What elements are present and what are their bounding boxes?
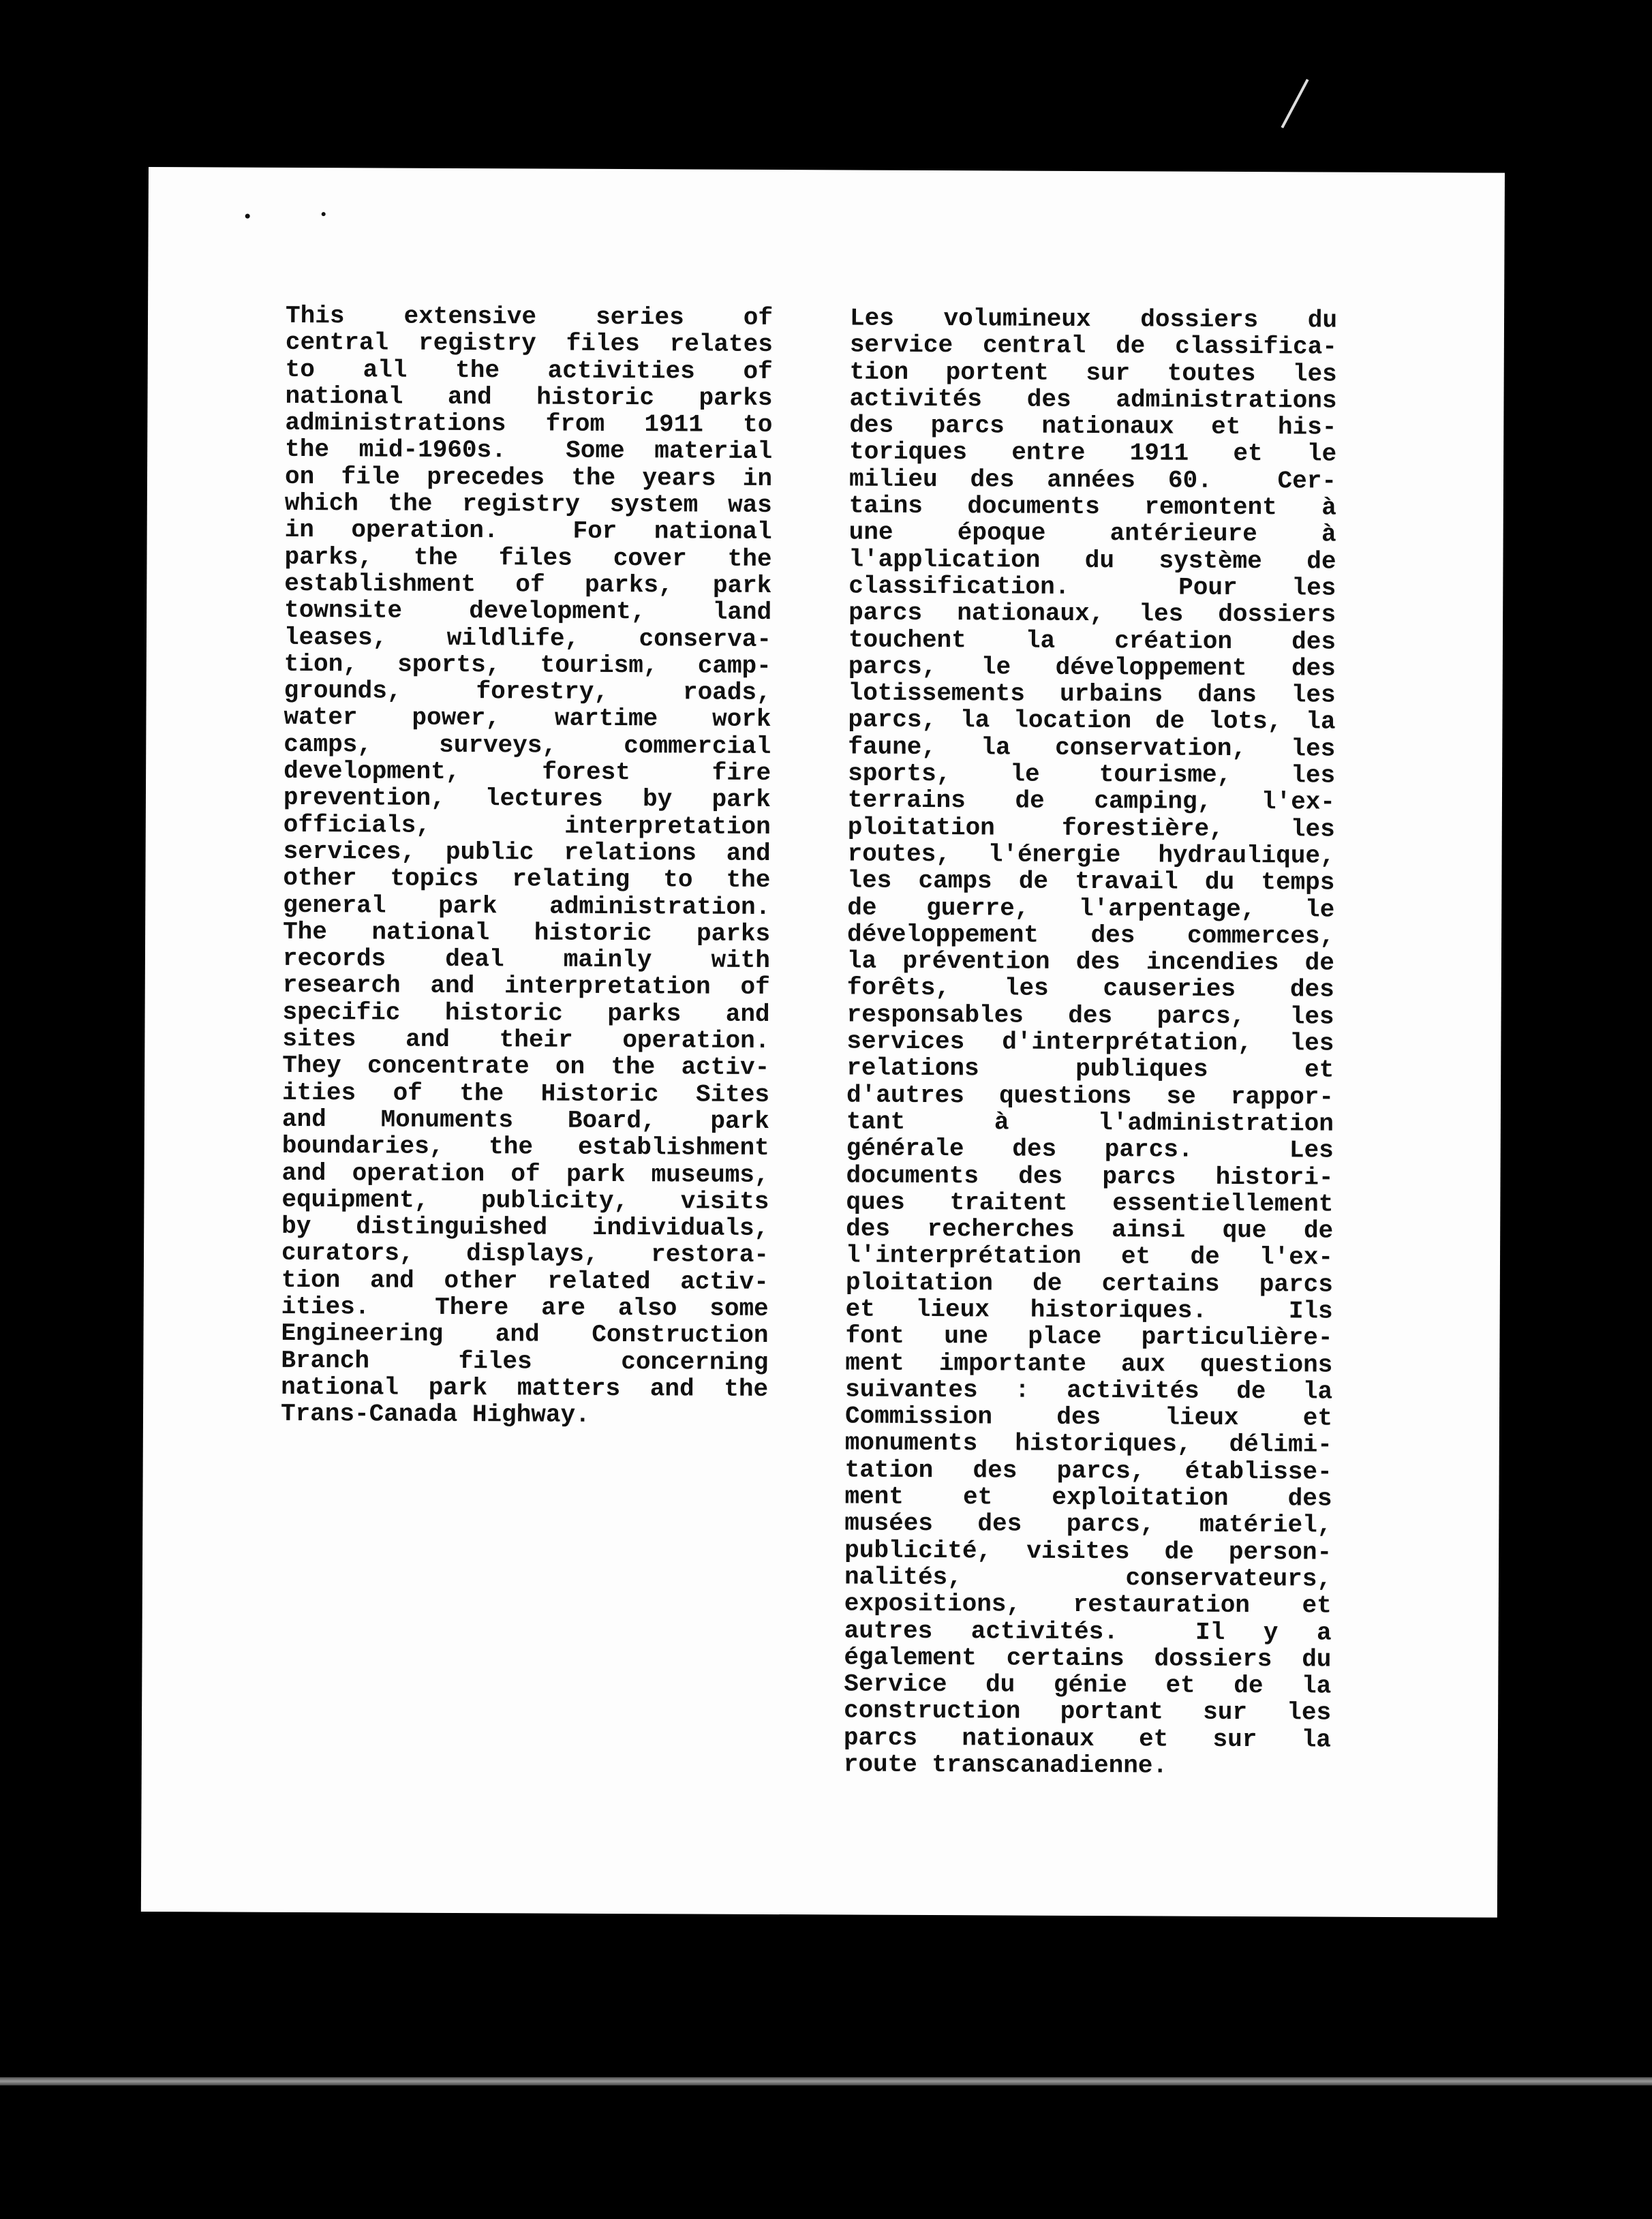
french-text-line: ploitation de certains parcs bbox=[845, 1268, 1333, 1299]
french-text-line: Service du génie et de la bbox=[844, 1670, 1332, 1700]
english-text-line: Branch files concerning bbox=[281, 1346, 769, 1377]
french-text-line: milieu des années 60. Cer- bbox=[848, 465, 1337, 495]
english-text-line: on file precedes the years in bbox=[284, 462, 773, 493]
french-text-line: expositions, restauration et bbox=[844, 1589, 1332, 1620]
french-text-line: suivantes : activités de la bbox=[845, 1375, 1333, 1406]
french-text-line: Commission des lieux et bbox=[844, 1402, 1333, 1433]
french-text-line: route transcanadienne. bbox=[843, 1750, 1168, 1780]
english-text-line: national park matters and the bbox=[281, 1373, 769, 1403]
french-text-line: l'application du système de bbox=[848, 545, 1336, 576]
english-text-line: records deal mainly with bbox=[282, 944, 771, 975]
french-text-line: parcs nationaux, les dossiers bbox=[848, 598, 1336, 629]
french-text-line: relations publiques et bbox=[846, 1054, 1334, 1084]
english-text-line: parks, the files cover the bbox=[284, 542, 772, 573]
english-text-line: grounds, forestry, roads, bbox=[284, 677, 771, 707]
french-text-line: ment importante aux questions bbox=[845, 1349, 1333, 1379]
french-text-line: ment et exploitation des bbox=[844, 1482, 1332, 1513]
french-text-line: toriques entre 1911 et le bbox=[849, 438, 1337, 469]
english-text-line: Engineering and Construction bbox=[281, 1319, 769, 1350]
english-text-line: They concentrate on the activ- bbox=[282, 1052, 770, 1082]
french-text-line: construction portant sur les bbox=[844, 1696, 1332, 1728]
french-text-line: parcs, le développement des bbox=[848, 652, 1336, 683]
english-text-line: curators, displays, restora- bbox=[281, 1239, 769, 1270]
french-text-line: monuments historiques, délimi- bbox=[844, 1428, 1332, 1460]
english-text-line: establishment of parks, park bbox=[284, 569, 772, 600]
french-text-line: autres activités. Il y a bbox=[844, 1617, 1332, 1647]
english-text-line: This extensive series of bbox=[285, 301, 774, 332]
english-text-line: boundaries, the establishment bbox=[281, 1132, 769, 1163]
french-text-line: ques traitent essentiellement bbox=[846, 1188, 1334, 1219]
english-text-line: specific historic parks and bbox=[282, 998, 770, 1028]
english-text-line: tion and other related activ- bbox=[281, 1266, 769, 1296]
french-text-line: une époque antérieure à bbox=[848, 518, 1336, 549]
english-text-line: ities of the Historic Sites bbox=[281, 1078, 770, 1109]
french-text-line: Les volumineux dossiers du bbox=[849, 304, 1338, 335]
french-text-line: tation des parcs, établisse- bbox=[844, 1456, 1332, 1486]
paper-speck bbox=[322, 212, 326, 216]
french-text-line: terrains de camping, l'ex- bbox=[847, 786, 1336, 816]
english-text-line: to all the activities of bbox=[285, 355, 773, 386]
english-text-line: by distinguished individuals, bbox=[281, 1212, 769, 1243]
french-text-line: responsables des parcs, les bbox=[846, 1000, 1334, 1031]
french-text-line: routes, l'énergie hydraulique, bbox=[847, 840, 1335, 870]
english-text-line: ities. There are also some bbox=[281, 1292, 769, 1323]
english-text-line: which the registry system was bbox=[284, 489, 772, 520]
french-text-line: faune, la conservation, les bbox=[848, 733, 1336, 763]
english-text-line: administrations from 1911 to bbox=[285, 409, 773, 440]
french-text-line: les camps de travail du temps bbox=[847, 866, 1335, 897]
french-text-line: également certains dossiers du bbox=[844, 1643, 1332, 1674]
english-text-line: and Monuments Board, park bbox=[281, 1105, 769, 1135]
english-text-line: the mid-1960s. Some material bbox=[285, 435, 773, 466]
french-text-line: développement des commerces, bbox=[847, 920, 1335, 951]
english-text-line: and operation of park museums, bbox=[281, 1159, 769, 1189]
english-text-line: water power, wartime work bbox=[284, 703, 771, 734]
french-text-line: parcs, la location de lots, la bbox=[848, 705, 1336, 737]
french-text-line: publicité, visites de person- bbox=[844, 1536, 1332, 1567]
english-text-line: sites and their operation. bbox=[282, 1024, 770, 1056]
french-text-line: activités des administrations bbox=[849, 384, 1337, 415]
english-text-line: tion, sports, tourism, camp- bbox=[284, 649, 771, 680]
document-page bbox=[141, 167, 1505, 1918]
scan-bottom-edge bbox=[0, 2077, 1652, 2085]
french-text-line: touchent la création des bbox=[848, 626, 1336, 656]
french-text-line: la prévention des incendies de bbox=[846, 947, 1335, 977]
french-text-line: forêts, les causeries des bbox=[846, 973, 1334, 1005]
french-text-line: parcs nationaux et sur la bbox=[843, 1724, 1332, 1754]
french-text-line: de guerre, l'arpentage, le bbox=[847, 893, 1335, 924]
english-text-line: townsite development, land bbox=[284, 596, 772, 627]
french-text-line: nalités, conservateurs, bbox=[844, 1563, 1332, 1593]
french-text-line: l'interprétation et de l'ex- bbox=[845, 1241, 1334, 1272]
english-text-line: services, public relations and bbox=[283, 837, 771, 868]
french-text-line: sports, le tourisme, les bbox=[848, 759, 1336, 790]
english-text-line: officials, interpretation bbox=[283, 810, 771, 841]
french-text-line: font une place particulière- bbox=[845, 1321, 1333, 1352]
french-text-line: des recherches ainsi que de bbox=[846, 1214, 1334, 1245]
paper-speck bbox=[245, 214, 250, 219]
french-text-line: service central de classifica- bbox=[849, 331, 1337, 361]
french-text-column bbox=[844, 305, 1337, 1779]
english-text-column bbox=[281, 303, 773, 1430]
english-text-line: other topics relating to the bbox=[283, 864, 771, 895]
french-text-line: tant à l'administration bbox=[846, 1107, 1334, 1138]
english-text-line: development, forest fire bbox=[284, 756, 771, 788]
english-text-line: The national historic parks bbox=[283, 917, 771, 948]
english-text-line: prevention, lectures by park bbox=[283, 784, 771, 814]
french-text-line: musées des parcs, matériel, bbox=[844, 1509, 1332, 1540]
french-text-line: d'autres questions se rappor- bbox=[846, 1081, 1334, 1112]
french-text-line: classification. Pour les bbox=[848, 572, 1336, 602]
french-text-line: tains documents remontent à bbox=[848, 491, 1336, 522]
english-text-line: national and historic parks bbox=[285, 382, 773, 412]
english-text-line: camps, surveys, commercial bbox=[284, 730, 771, 761]
french-text-line: ploitation forestière, les bbox=[847, 813, 1335, 844]
french-text-line: des parcs nationaux et his- bbox=[849, 411, 1337, 442]
french-text-line: lotissements urbains dans les bbox=[848, 679, 1336, 709]
english-text-line: Trans-Canada Highway. bbox=[280, 1400, 590, 1430]
english-text-line: leases, wildlife, conserva- bbox=[284, 623, 772, 654]
english-text-line: research and interpretation of bbox=[282, 971, 770, 1002]
french-text-line: générale des parcs. Les bbox=[846, 1134, 1334, 1165]
english-text-line: in operation. For national bbox=[284, 516, 772, 547]
french-text-line: et lieux historiques. Ils bbox=[845, 1295, 1333, 1326]
english-text-line: central registry files relates bbox=[285, 328, 773, 359]
english-text-line: equipment, publicity, visits bbox=[281, 1185, 769, 1216]
french-text-line: services d'interprétation, les bbox=[846, 1027, 1334, 1058]
french-text-line: tion portent sur toutes les bbox=[849, 358, 1337, 388]
english-text-line: general park administration. bbox=[283, 891, 771, 921]
french-text-line: documents des parcs histori- bbox=[846, 1161, 1334, 1192]
